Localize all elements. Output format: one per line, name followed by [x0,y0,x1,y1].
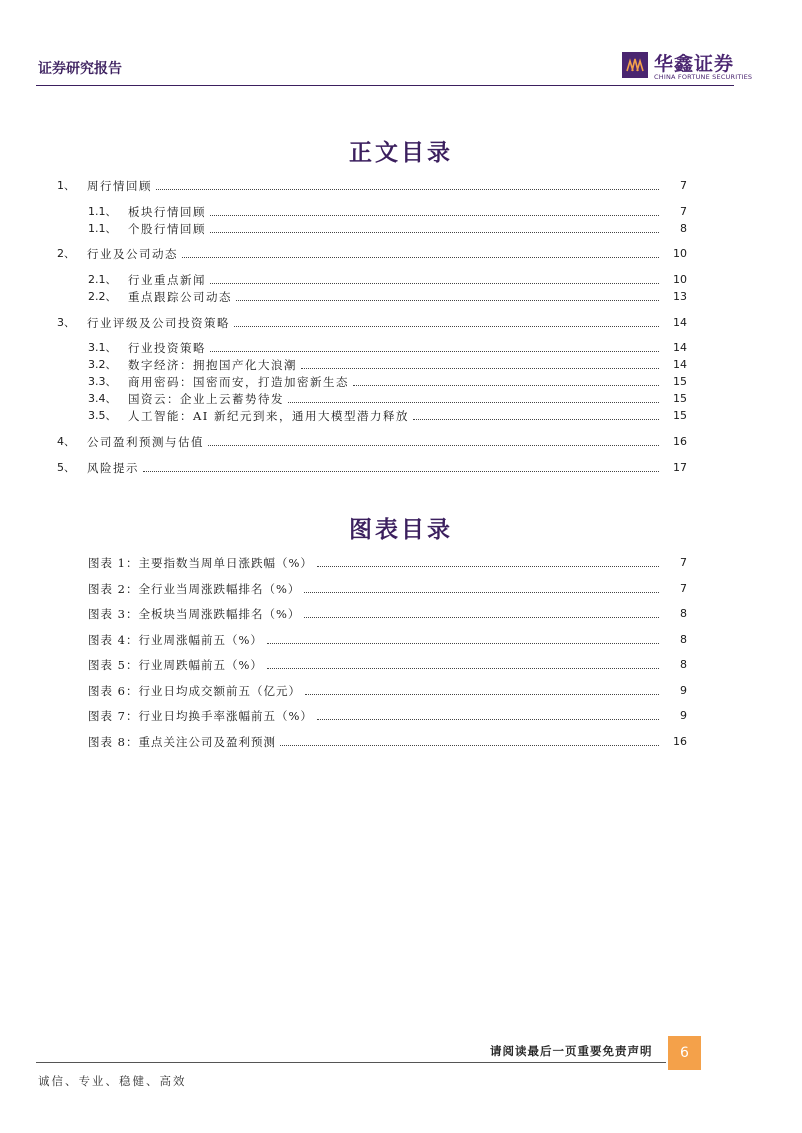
dot-leader [305,694,659,695]
toc-entry[interactable] [57,246,687,262]
dot-leader [210,215,659,216]
toc-entry-page: 17 [673,461,687,474]
toc-entry[interactable] [88,357,687,373]
toc-entry-label: 风险提示 [87,461,139,475]
dot-leader [288,402,659,403]
figure-entry[interactable] [88,555,687,571]
dot-leader [304,617,659,618]
toc-entry-number: 4、 [57,435,75,448]
dot-leader [182,257,659,258]
figure-entry-label: 图表 8：重点关注公司及盈利预测 [88,735,276,749]
dot-leader [267,643,659,644]
figure-entry-page: 8 [680,633,687,646]
toc-entry[interactable] [57,178,687,194]
toc-entry-page: 14 [673,316,687,329]
figure-entry-page: 8 [680,658,687,671]
toc-entry[interactable] [88,221,687,237]
dot-leader [210,351,659,352]
dot-leader [210,283,659,284]
toc-entry[interactable] [88,391,687,407]
logo-mark-icon [622,52,648,78]
company-motto: 诚信、专业、稳健、高效 [38,1074,187,1088]
company-logo [622,50,753,82]
toc-entry-label: 周行情回顾 [87,179,152,193]
toc-entry-number: 3.1、 [88,341,117,354]
dot-leader [353,385,659,386]
toc-entry-page: 15 [673,409,687,422]
figure-entry-page: 7 [680,556,687,569]
figure-entry-label: 图表 1：主要指数当周单日涨跌幅（%） [88,556,313,570]
toc-entry[interactable] [57,315,687,331]
toc-entry-number: 3、 [57,316,75,329]
logo-english-name: CHINA FORTUNE SECURITIES [654,73,753,81]
figure-entry-page: 7 [680,582,687,595]
figure-entry-page: 9 [680,709,687,722]
figure-entry[interactable] [88,581,687,597]
figure-entry-label: 图表 4：行业周涨幅前五（%） [88,633,263,647]
toc-entry-number: 1.1、 [88,222,117,235]
dot-leader [210,232,659,233]
toc-entry-number: 5、 [57,461,75,474]
toc-entry-number: 3.3、 [88,375,117,388]
figure-entry[interactable] [88,734,687,750]
figure-entry[interactable] [88,683,687,699]
toc-entry-label: 数字经济：拥抱国产化大浪潮 [128,358,297,372]
report-type-label: 证券研究报告 [38,61,122,77]
toc-entry-page: 10 [673,247,687,260]
toc-entry-label: 商用密码：国密而安，打造加密新生态 [128,375,349,389]
toc-entry-label: 国资云：企业上云蓄势待发 [128,392,284,406]
figure-entry-label: 图表 5：行业周跌幅前五（%） [88,658,263,672]
figure-entry-label: 图表 7：行业日均换手率涨幅前五（%） [88,709,313,723]
toc-entry-page: 14 [673,358,687,371]
figures-title: 图表目录 [349,516,453,543]
toc-title: 正文目录 [349,139,453,166]
toc-entry-page: 7 [680,205,687,218]
toc-entry[interactable] [57,434,687,450]
toc-entry-number: 3.2、 [88,358,117,371]
dot-leader [267,668,659,669]
logo-chinese-name: 华鑫证券 [654,53,735,75]
dot-leader [301,368,659,369]
toc-entry-label: 板块行情回顾 [128,205,206,219]
toc-entry[interactable] [88,340,687,356]
toc-entry[interactable] [88,289,687,305]
toc-entry[interactable] [57,460,687,476]
toc-entry-label: 重点跟踪公司动态 [128,290,232,304]
toc-entry-label: 个股行情回顾 [128,222,206,236]
figure-entry[interactable] [88,657,687,673]
toc-entry-number: 1.1、 [88,205,117,218]
figure-entry-page: 16 [673,735,687,748]
toc-entry[interactable] [88,272,687,288]
disclaimer-note: 请阅读最后一页重要免责声明 [490,1044,653,1058]
toc-entry-label: 公司盈利预测与估值 [87,435,204,449]
figure-entry-label: 图表 2：全行业当周涨跌幅排名（%） [88,582,301,596]
toc-entry-number: 2、 [57,247,75,260]
figure-entry-page: 9 [680,684,687,697]
figure-entry-label: 图表 3：全板块当周涨跌幅排名（%） [88,607,301,621]
toc-entry-number: 2.1、 [88,273,117,286]
toc-entry[interactable] [88,204,687,220]
toc-entry-page: 8 [680,222,687,235]
figure-entry[interactable] [88,708,687,724]
footer-rule [36,1062,666,1063]
toc-entry-page: 14 [673,341,687,354]
toc-entry-number: 3.5、 [88,409,117,422]
toc-entry[interactable] [88,374,687,390]
dot-leader [317,719,659,720]
dot-leader [413,419,659,420]
toc-entry-page: 7 [680,179,687,192]
toc-entry-label: 人工智能：AI 新纪元到来，通用大模型潜力释放 [128,409,410,423]
toc-entry-label: 行业投资策略 [128,341,206,355]
toc-entry-label: 行业重点新闻 [128,273,206,287]
page-number-badge: 6 [668,1036,701,1070]
toc-entry-number: 1、 [57,179,75,192]
toc-entry-number: 3.4、 [88,392,117,405]
header-rule [36,85,734,86]
toc-entry-page: 16 [673,435,687,448]
toc-entry-page: 15 [673,392,687,405]
toc-entry-page: 10 [673,273,687,286]
dot-leader [236,300,659,301]
figure-entry-page: 8 [680,607,687,620]
toc-entry-label: 行业及公司动态 [87,247,178,261]
dot-leader [156,189,659,190]
figure-entry[interactable] [88,632,687,648]
dot-leader [304,592,659,593]
toc-entry-number: 2.2、 [88,290,117,303]
toc-entry-page: 13 [673,290,687,303]
dot-leader [234,326,659,327]
dot-leader [208,445,659,446]
toc-entry[interactable] [88,408,687,424]
figure-entry-label: 图表 6：行业日均成交额前五（亿元） [88,684,301,698]
toc-entry-page: 15 [673,375,687,388]
figure-entry[interactable] [88,606,687,622]
dot-leader [317,566,659,567]
toc-entry-label: 行业评级及公司投资策略 [87,316,230,330]
dot-leader [143,471,659,472]
dot-leader [280,745,659,746]
